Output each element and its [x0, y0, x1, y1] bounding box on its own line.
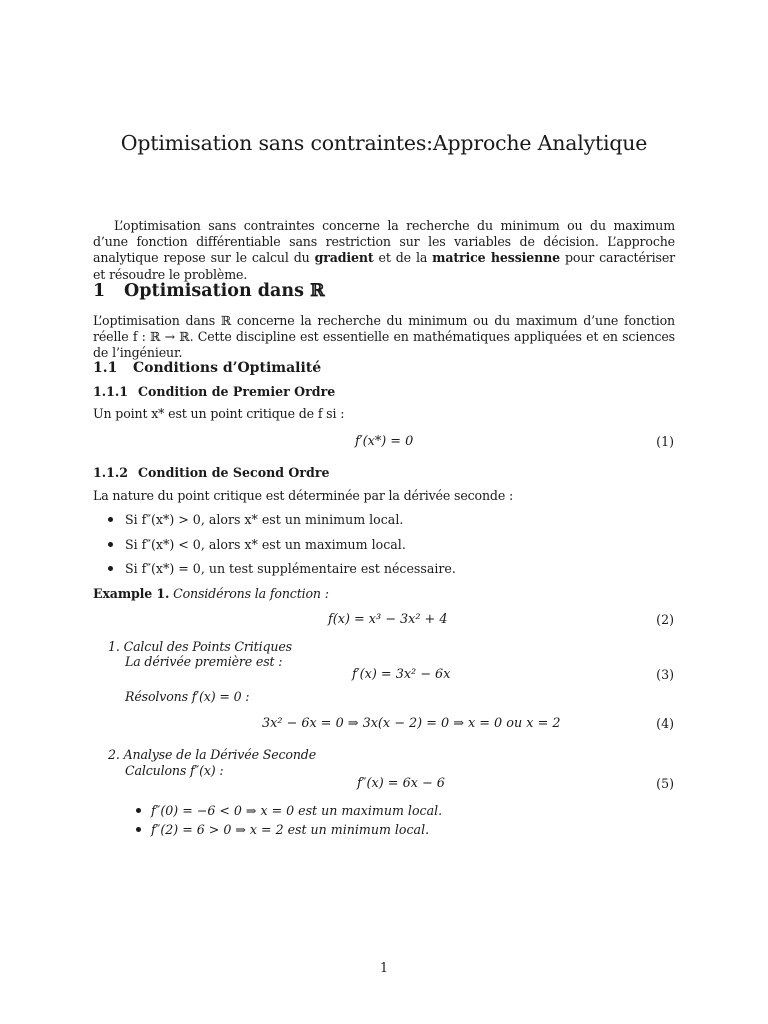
bullet-icon	[108, 542, 113, 547]
list-item: Si f″(x*) = 0, un test supplémentaire est nécessaire.	[108, 561, 456, 576]
list-item: Si f″(x*) > 0, alors x* est un minimum local.	[108, 512, 403, 527]
example-intro-text: Considérons la fonction :	[173, 586, 329, 601]
equation-1: f′(x*) = 0	[355, 434, 414, 449]
bullet-icon	[136, 808, 141, 813]
second-order-text: La nature du point critique est déterminée par la dérivée seconde :	[93, 488, 514, 503]
abstract-bold-hessian: matrice hessienne	[432, 250, 561, 266]
subsubsection-title-2: Condition de Second Ordre	[138, 465, 330, 480]
subsubsection-title-1: Condition de Premier Ordre	[138, 384, 336, 399]
equation-number-3: (3)	[656, 667, 674, 682]
subsubsection-number-1: 1.1.1	[93, 384, 129, 399]
abstract-bold-gradient: gradient	[314, 250, 374, 266]
subsubsection-heading-1	[93, 384, 335, 399]
step-1-title: 1. Calcul des Points Critiques	[108, 639, 292, 654]
abstract-text-1: L’optimisation sans contraintes concerne la recherche du minimum ou du maximum d’une fonction différentiable sans restriction sur les variables de décision. L’approche analytique repose sur le calcul du	[93, 218, 675, 266]
example-label: Example 1.	[93, 586, 170, 601]
first-order-text: Un point x* est un point critique de f si :	[93, 406, 345, 421]
equation-4: 3x² − 6x = 0 ⇒ 3x(x − 2) = 0 ⇒ x = 0 ou x = 2	[262, 716, 561, 731]
bullet-icon	[108, 566, 113, 571]
step-1-text: Résolvons f′(x) = 0 :	[125, 689, 250, 704]
step-2-title: 2. Analyse de la Dérivée Seconde	[108, 747, 317, 762]
subsubsection-number-2: 1.1.2	[93, 465, 129, 480]
equation-3: f′(x) = 3x² − 6x	[352, 667, 451, 682]
bullet-icon	[108, 517, 113, 522]
step-1-marker: 1.	[108, 639, 120, 654]
section-title: Optimisation dans ℝ	[124, 281, 325, 301]
subsection-title: Conditions d’Optimalité	[133, 360, 322, 376]
list-item: f″(0) = −6 < 0 ⇒ x = 0 est un maximum local.	[136, 803, 442, 818]
equation-number-4: (4)	[656, 716, 674, 731]
abstract-text-2: et de la	[373, 250, 433, 266]
section-heading	[93, 281, 325, 301]
subsection-number: 1.1	[93, 360, 118, 376]
equation-number-5: (5)	[656, 776, 674, 791]
equation-number-1: (1)	[656, 434, 674, 449]
step-2-marker: 2.	[108, 747, 120, 762]
equation-2: f(x) = x³ − 3x² + 4	[328, 612, 448, 627]
list-item: Si f″(x*) < 0, alors x* est un maximum local.	[108, 537, 406, 552]
equation-5: f″(x) = 6x − 6	[357, 776, 445, 791]
list-item: f″(2) = 6 > 0 ⇒ x = 2 est un minimum local.	[136, 822, 429, 837]
step-1-subtitle: La dérivée première est :	[125, 654, 283, 669]
subsubsection-heading-2	[93, 465, 330, 480]
section-intro: L’optimisation dans ℝ concerne la recherche du minimum ou du maximum d’une fonction réelle f : ℝ → ℝ. Cette discipline est essentielle en mathématiques appliquées et en sciences de l’ingénieur.	[93, 313, 675, 361]
example-intro	[93, 586, 329, 601]
subsection-heading	[93, 360, 321, 376]
abstract	[93, 218, 675, 283]
section-number: 1	[93, 281, 106, 301]
document-title: Optimisation sans contraintes:Approche Analytique	[120, 131, 648, 155]
page-number: 1	[379, 960, 388, 975]
abstract-text-3: pour caractériser et résoudre le problème.	[93, 250, 675, 282]
step-2-subtitle: Calculons f″(x) :	[125, 763, 224, 778]
equation-number-2: (2)	[656, 612, 674, 627]
bullet-icon	[136, 827, 141, 832]
